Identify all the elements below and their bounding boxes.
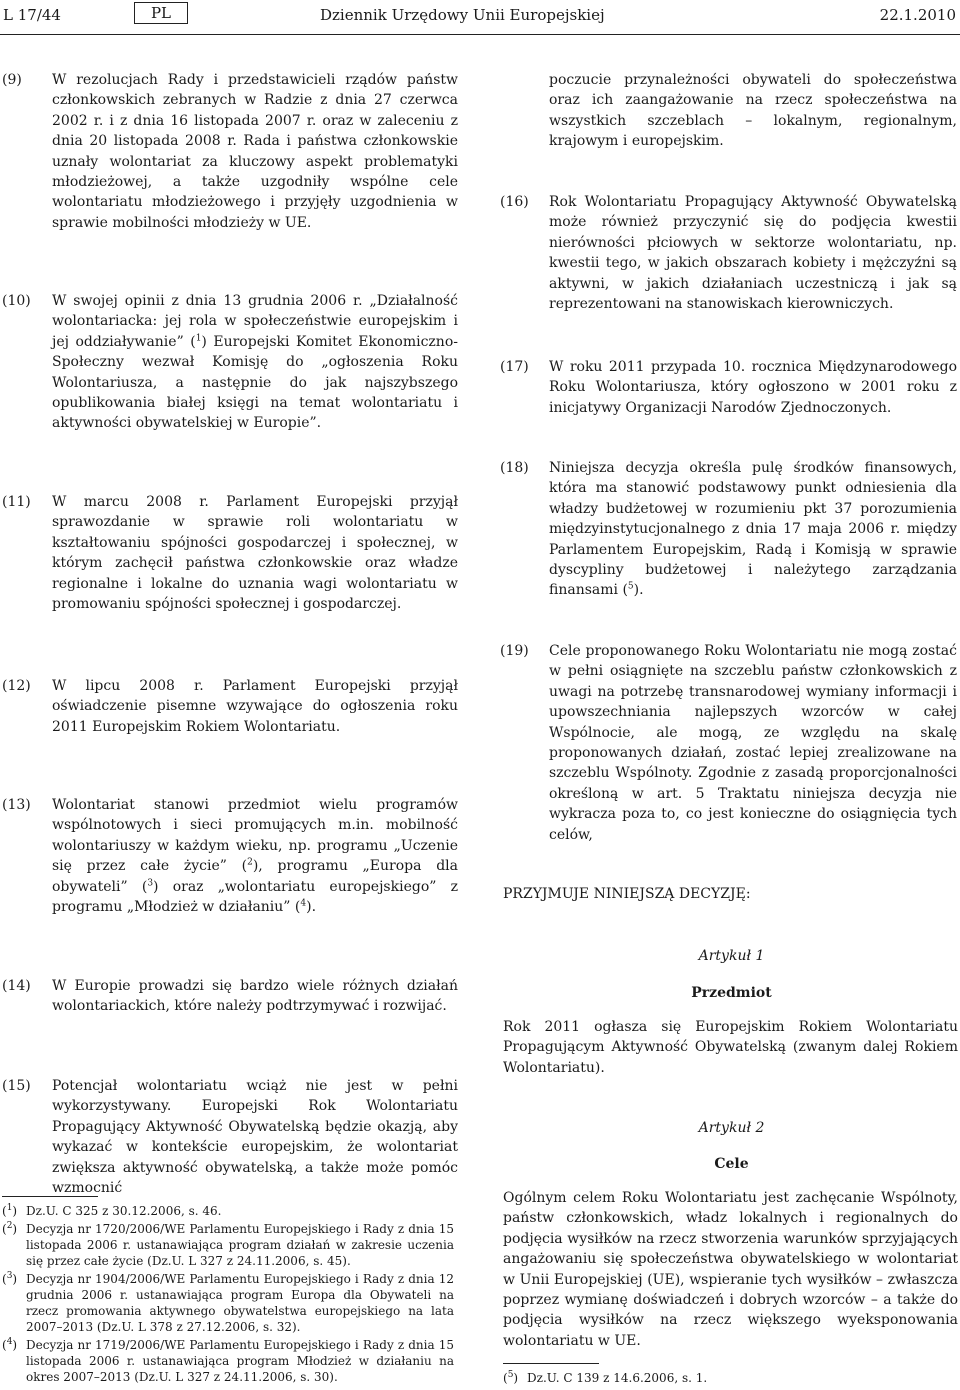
footnote-ref: 3 [147,877,154,888]
recital-text: Rok Wolontariatu Propagujący Aktywność Obywatelską może również przyczynić się do podjęcia kwestii nierówności płciowych w sektorze wolontariatu, np. kwestii tego, w jakich obszarach kobiety i mężczyźni są aktywni, w jakich działaniach uczestniczą i jak są reprezentowani na stanowiskach kierowniczych. [549,194,957,313]
recital-text: W roku 2011 przypada 10. rocznica Międzynarodowego Roku Wolontariusza, który ogłoszono w 2001 roku z inicjatywy Organizacji Narodów Zjednoczonych. [549,359,957,416]
recital-text: W Europie prowadzi się bardzo wiele różnych działań wolontariackich, które należy podtrzymywać i rozwijać. [52,978,458,1015]
footnote-separator [2,1196,98,1197]
article-1-title: Przedmiot [691,985,772,1001]
article-2-label: Artykuł 2 [698,1120,765,1136]
language-badge: PL [134,2,188,24]
recital-number: (15) [2,1078,31,1094]
article-2-text: Ogólnym celem Roku Wolontariatu jest zachęcanie Wspólnoty, państw członkowskich, władz lokalnych i regionalnych do podjęcia wysiłków na rzecz stworzenia warunków sprzyjających angażowaniu się społeczeństwa obywatelskiego w wolontariat w Unii Europejskiej (UE), wspieranie tych wysiłków – zwłaszcza poprzez wymianę doświadczeń i dobrych wzorców – a także do podjęcia wysiłków na rzecz większego wyeksponowania wolontariatu w UE. [503,1190,958,1349]
decision-formula: PRZYJMUJE NINIEJSZĄ DECYZJĘ: [503,886,751,902]
recital-text: Niniejsza decyzja określa pulę środków finansowych, która ma stanowić podstawowy punkt odniesienia dla władzy budżetowej w rozumieniu pkt 37 porozumienia międzyinstytucjonalnego z dnia 17 maja 2006 r. między Parlamentem Europejskim, Radą i Komisją w sprawie dyscypliny budżetowej i należytego zarządzania finansami ($^5$). [549,460,957,599]
footnote-ref: 1 [195,333,202,344]
footnote-text: Decyzja nr 1719/2006/WE Parlamentu Europejskiego i Rady z dnia 15 listopada 2006 r. ustanawiająca program Młodzież w działaniu na okres 2007–2013 (Dz.U. L 327 z 24.11.2006, s. 30). [26,1338,454,1384]
footnote-number: ($^3$) [2,1271,18,1286]
recital-text: Cele proponowanego Roku Wolontariatu nie mogą zostać w pełni osiągnięte na szczeblu państw członkowskich z uwagi na potrzebę transnarodowej wymiany informacji i upowszechniania najlepszych wzorców w całej Wspólnocie, ale mogą, ze względu na skalę proponowanych działań, zostać lepiej zrealizowane na szczeblu Wspólnoty. Zgodnie z zasadą proporcjonalności określoną w art. 5 Traktatu niniejsza decyzja nie wykracza poza to, co jest konieczne do osiągnięcia tych celów, [549,643,957,843]
footnote-number: ($^4$) [2,1337,18,1352]
footnote-number: ($^5$) [503,1370,519,1385]
recital-15-continuation: poczucie przynależności obywateli do społeczeństwa oraz ich zaangażowanie na rzecz społeczeństwa na wszystkich szczeblach – lokalnym, regionalnym, krajowym i europejskim. [549,72,957,150]
recital-number: (19) [500,643,529,659]
recital-text: W lipcu 2008 r. Parlament Europejski przyjął oświadczenie pisemne wzywające do ogłoszenia roku 2011 Europejskim Rokiem Wolontariatu. [52,678,458,735]
recital-number: (16) [500,194,529,210]
article-2-title: Cele [714,1156,749,1172]
footnote-text: Decyzja nr 1904/2006/WE Parlamentu Europejskiego i Rady z dnia 12 grudnia 2006 r. ustanawiająca program Europa dla Obywateli na rzecz promowania aktywnego obywatelstwa europejskiego na lata 2007–2013 (Dz.U. L 378 z 27.12.2006, s. 32). [26,1272,454,1334]
footnote-number: ($^1$) [2,1203,18,1218]
footnote-ref: 2 [247,857,253,868]
article-1-label: Artykuł 1 [698,948,765,964]
footnote-separator [503,1363,599,1364]
footnote-ref: 4 [300,898,307,909]
recital-number: (17) [500,359,529,375]
recital-text: W marcu 2008 r. Parlament Europejski przyjął sprawozdanie w sprawie roli wolontariatu w kształtowaniu spójności gospodarczej i społecznej, w którym zachęcił państwa członkowskie oraz władze regionalne i lokalne do uznania wagi wolontariatu w promowaniu spójności społecznej i gospodarczej. [52,494,458,613]
recital-text: W rezolucjach Rady i przedstawicieli rządów państw członkowskich zebranych w Radzie z dnia 27 czerwca 2002 r. i z dnia 16 listopada 2007 r. oraz w zaleceniu z dnia 20 listopada 2008 r. Rada i państwa członkowskie uznały wolontariat za kluczowy aspekt problematyki młodzieżowej, a także uzgodniły wspólne cele wolontariatu młodzieżowego i przyjęły uzgodnienia w sprawie mobilności młodzieży w UE. [52,72,458,231]
recital-number: (9) [2,72,22,88]
recital-number: (14) [2,978,31,994]
publication-date: 22.1.2010 [879,6,956,24]
journal-title: Dziennik Urzędowy Unii Europejskiej [320,6,605,24]
footnote-text: Dz.U. C 325 z 30.12.2006, s. 46. [26,1204,222,1218]
recital-number: (10) [2,293,31,309]
recital-number: (18) [500,460,529,476]
recital-text: Wolontariat stanowi przedmiot wielu programów wspólnotowych i sieci promujących m.in. mobilność wolontariuszy w każdym wieku, np. programu „Uczenie się przez całe życie” ($^2$), programu „Europa dla obywateli” ($^3$) oraz „wolontariatu europejskiego” z programu „Młodzież w działaniu” ($^4$). [52,797,458,916]
footnote-number: ($^2$) [2,1221,18,1236]
recital-text: W swojej opinii z dnia 13 grudnia 2006 r. „Działalność wolontariacka: jej rola w społeczeństwie europejskim i jej oddziaływanie” ($^1$) Europejski Komitet Ekonomiczno-Społeczny wezwał Komisję do „ogłoszenia Roku Wolontariusza, a następnie do jak najszybszego opublikowania białej księgi na temat wolontariatu i aktywności obywatelskiej w Europie”. [52,293,458,432]
article-1-text: Rok 2011 ogłasza się Europejskim Rokiem Wolontariatu Propagującym Aktywność Obywatelską (zwanym dalej Rokiem Wolontariatu). [503,1019,958,1076]
recital-number: (12) [2,678,31,694]
page-reference: L 17/44 [3,6,61,24]
recital-text: Potencjał wolontariatu wciąż nie jest w pełni wykorzystywany. Europejski Rok Wolontariatu Propagujący Aktywność Obywatelską będzie okazją, aby wykazać w kontekście europejskim, że wolontariat zwiększa aktywność obywatelską, a także może pomóc wzmocnić [52,1078,458,1197]
recital-number: (13) [2,797,31,813]
page-header [0,0,960,35]
footnote-ref: 5 [627,581,634,592]
footnote-text: Decyzja nr 1720/2006/WE Parlamentu Europejskiego i Rady z dnia 15 listopada 2006 r. ustanawiająca program działań w zakresie uczenia się przez całe życie (Dz.U. L 327 z 24.11.2006, s. 45). [26,1222,454,1268]
recital-number: (11) [2,494,31,510]
footnote-text: Dz.U. C 139 z 14.6.2006, s. 1. [527,1371,708,1385]
